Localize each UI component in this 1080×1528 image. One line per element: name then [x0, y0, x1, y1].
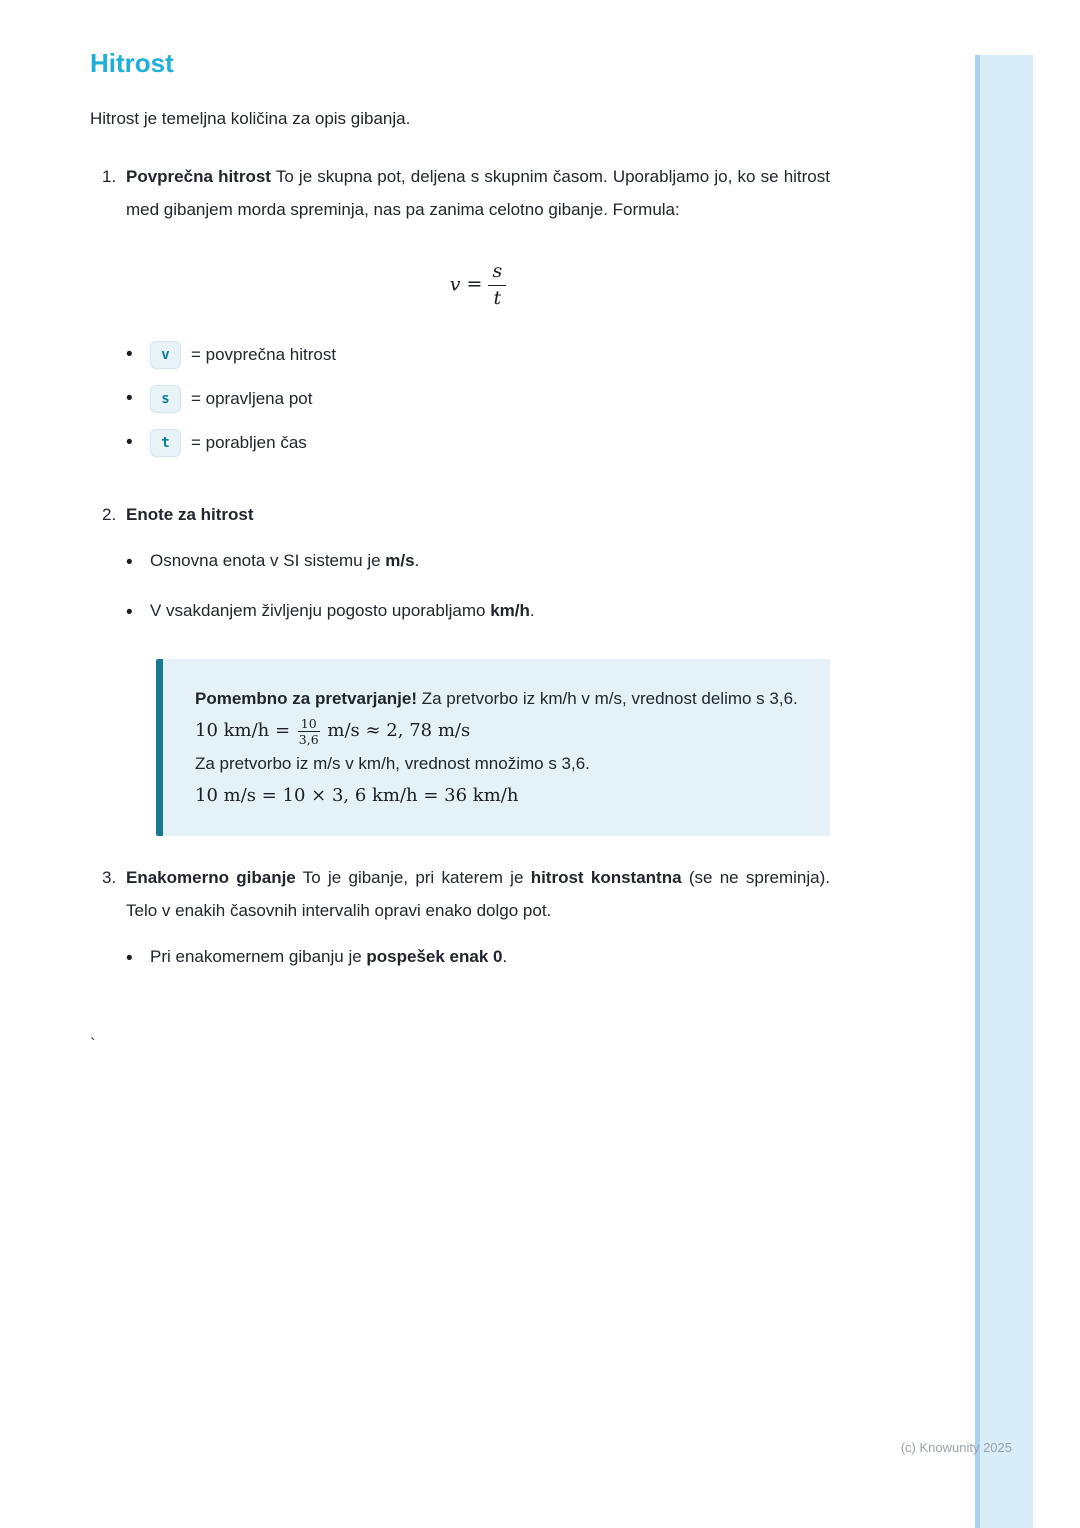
- math1-numerator: 10: [298, 716, 320, 732]
- units-bullet-list: [126, 545, 830, 631]
- item1-heading: Povprečna hitrost: [126, 167, 271, 187]
- bullet-text-pre: V vsakdanjem življenju pogosto uporabljamo: [150, 600, 491, 620]
- list-item-enakomerno-gibanje: [90, 862, 830, 991]
- math1-fraction: [296, 716, 322, 747]
- callout-heading: Pomembno za pretvarjanje!: [195, 689, 418, 709]
- callout-line-2: Za pretvorbo iz m/s v km/h, vrednost množimo s 3,6.: [195, 753, 590, 773]
- item3-bullet-text: [150, 941, 830, 977]
- document-content: [90, 48, 830, 1055]
- bullet-icon: •: [126, 551, 133, 573]
- list-item: [126, 941, 830, 977]
- item3-text-b: (se ne spreminja). Telo v enakih časovnih intervalih opravi enako dolgo pot.: [126, 868, 830, 920]
- formula-fraction: [488, 260, 506, 311]
- bullet-icon: •: [126, 343, 133, 365]
- bullet-text-post: .: [529, 600, 535, 620]
- list-item-povprecna-hitrost: [90, 161, 830, 472]
- item3-paragraph: [126, 862, 830, 927]
- bullet-icon: •: [126, 387, 133, 409]
- math1-pre: 10 km/h =: [195, 720, 296, 742]
- item3-bullet-list: [126, 941, 830, 977]
- callout-line-1: Za pretvorbo iz km/h v m/s, vrednost delimo s 3,6.: [417, 689, 798, 709]
- math1-denominator: 3,6: [298, 731, 319, 747]
- bullet-text-pre: Osnovna enota v SI sistemu je: [150, 550, 386, 570]
- item1-paragraph: [126, 161, 830, 226]
- bullet-text-post: .: [414, 550, 420, 570]
- unit-bullet-text: [150, 545, 830, 581]
- variable-list: [126, 341, 830, 457]
- formula-variable-v: v: [449, 273, 461, 296]
- item2-heading: Enote za hitrost: [126, 504, 254, 524]
- bullet-icon: •: [126, 601, 133, 623]
- item3-text-a: To je gibanje, pri katerem je: [295, 868, 531, 888]
- bullet-text-bold: km/h: [490, 600, 530, 620]
- variable-desc-s: = opravljena pot: [191, 388, 313, 408]
- list-item-enote-za-hitrost: [90, 499, 830, 837]
- list-number-1: 1.: [102, 167, 117, 187]
- bullet-text-bold: pospešek enak 0: [366, 947, 503, 967]
- callout-math-1: [195, 715, 800, 747]
- formula-denominator-t: t: [493, 286, 502, 309]
- list-item: [126, 429, 830, 457]
- list-item: [126, 341, 830, 369]
- stray-backtick-text: `: [90, 1035, 96, 1055]
- list-item: [126, 385, 830, 413]
- variable-desc-t: = porabljen čas: [191, 432, 307, 452]
- bullet-text-bold: m/s: [385, 550, 415, 570]
- formula-average-speed: [126, 260, 830, 311]
- formula-numerator-s: s: [488, 260, 506, 286]
- list-item: [126, 545, 830, 581]
- item3-heading: Enakomerno gibanje: [126, 868, 296, 888]
- copyright-text: (c) Knowunity 2025: [900, 1440, 1012, 1455]
- page-title: Hitrost: [90, 48, 174, 78]
- callout-paragraph-1: [195, 683, 800, 715]
- code-badge-v: v: [150, 341, 181, 369]
- item3-bold: hitrost konstantna: [530, 868, 682, 888]
- math1-post: m/s ≈ 2, 78 m/s: [321, 720, 471, 742]
- list-number-2: 2.: [102, 504, 117, 524]
- bullet-icon: •: [126, 431, 133, 453]
- unit-bullet-text: [150, 595, 830, 631]
- bullet-text-pre: Pri enakomernem gibanju je: [150, 947, 367, 967]
- list-item: [126, 595, 830, 631]
- bullet-text-post: .: [502, 947, 508, 967]
- code-badge-t: t: [150, 429, 181, 457]
- callout-conversion-note: [156, 659, 830, 836]
- list-number-3: 3.: [102, 868, 117, 888]
- intro-text: Hitrost je temeljna količina za opis gibanja.: [90, 109, 411, 129]
- variable-desc-v: = povprečna hitrost: [191, 344, 337, 364]
- bullet-icon: •: [126, 948, 133, 970]
- formula-equals-sign: =: [466, 273, 483, 296]
- code-badge-s: s: [150, 385, 181, 413]
- item1-text: To je skupna pot, deljena s skupnim časom. Uporabljamo jo, ko se hitrost med gibanjem morda spreminja, nas pa zanima celotno gibanje. Formula:: [126, 167, 830, 219]
- page-edge-strip: [975, 55, 1033, 1528]
- callout-math-2: 10 m/s = 10 × 3, 6 km/h = 36 km/h: [195, 785, 519, 807]
